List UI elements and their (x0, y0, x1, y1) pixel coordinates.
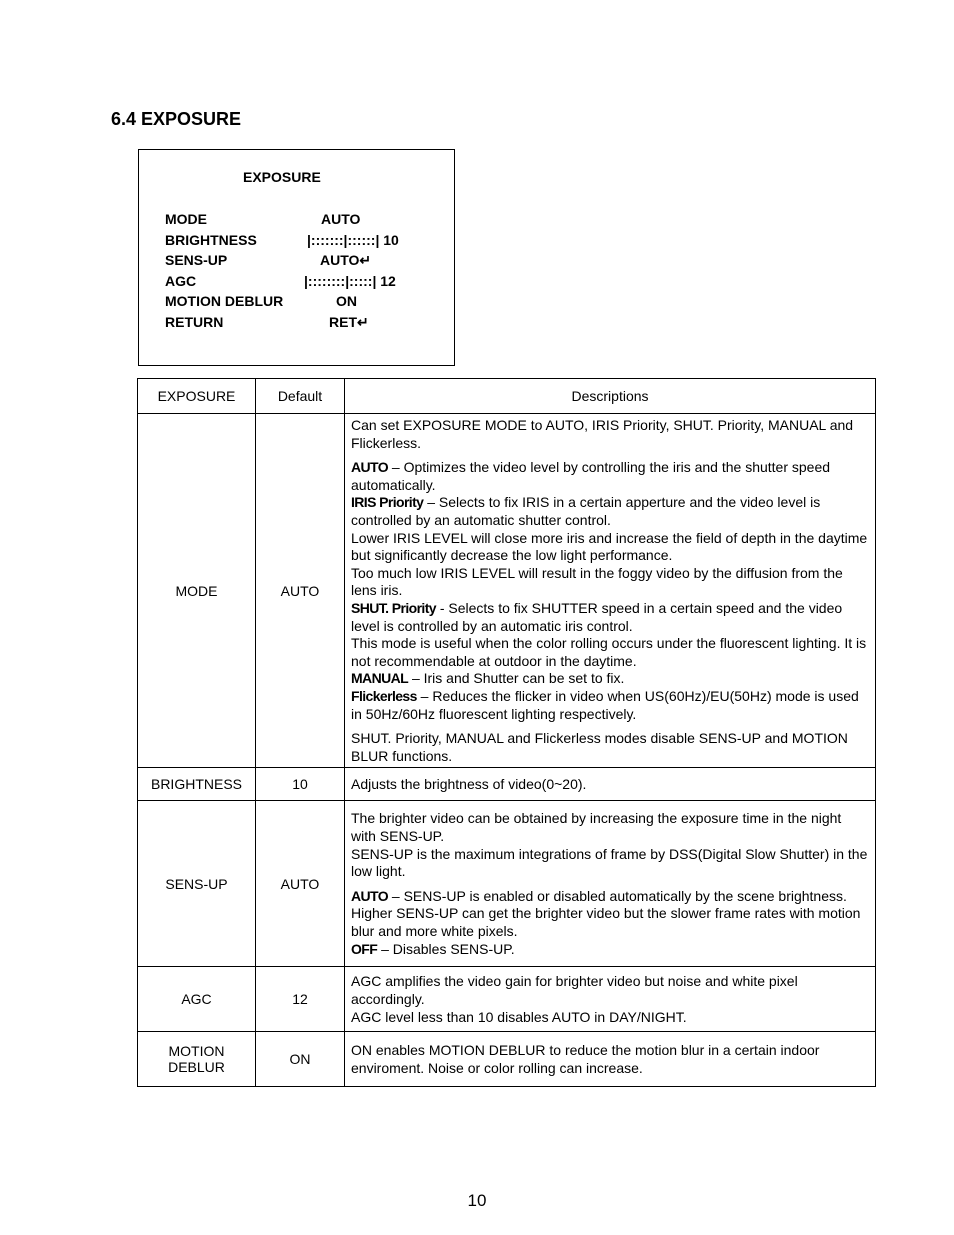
agc-name: AGC (138, 967, 256, 1032)
agc-default: 12 (256, 967, 345, 1032)
sensup-default: AUTO (256, 801, 345, 967)
osd-value-sensup: AUTO↵ (320, 252, 372, 268)
table-row-brightness (138, 768, 876, 801)
sensup-off (351, 941, 869, 959)
deblur-default: ON (256, 1032, 345, 1087)
osd-label-motion-deblur: MOTION DEBLUR (165, 293, 284, 309)
osd-menu-title: EXPOSURE (243, 169, 321, 185)
exposure-table (137, 378, 876, 1087)
mode-iris-text: – Selects to fix IRIS in a certain apperture and the video level is controlled by an automatic shutter control. (351, 494, 821, 528)
sensup-desc-1: The brighter video can be obtained by increasing the exposure time in the night with SENS-UP. (351, 810, 842, 844)
header-default: Default (256, 379, 345, 414)
sensup-off-text: – Disables SENS-UP. (377, 940, 515, 957)
sensup-name: SENS-UP (138, 801, 256, 967)
table-header-row (138, 379, 876, 414)
deblur-name (138, 1032, 256, 1087)
osd-label-mode: MODE (165, 211, 207, 227)
sensup-description (345, 801, 876, 967)
mode-default: AUTO (256, 414, 345, 768)
osd-value-return: RET↵ (329, 314, 369, 330)
mode-name: MODE (138, 414, 256, 768)
sensup-auto-keyword: AUTO (351, 887, 389, 904)
brightness-name: BRIGHTNESS (138, 768, 256, 801)
mode-iris (351, 494, 869, 529)
mode-shut-text: - Selects to fix SHUTTER speed in a certain speed and the video level is controlled by an automatic iris control. (351, 599, 843, 634)
mode-iris-note-1: Lower IRIS LEVEL will close more iris and increase the field of depth in the daytime but significantly decrease the low light performance. (351, 529, 868, 564)
mode-flickerless-text: – Reduces the flicker in video when US(60Hz)/EU(50Hz) mode is used in 50Hz/60Hz fluorescent lighting respectively. (351, 687, 859, 722)
mode-shut-keyword: SHUT. Priority (351, 599, 436, 616)
mode-manual-keyword: MANUAL (351, 670, 409, 687)
mode-shut (351, 600, 869, 635)
mode-auto-keyword: AUTO (351, 459, 389, 476)
table-row-mode (138, 414, 876, 768)
sensup-auto (351, 888, 869, 941)
mode-iris-note-2: Too much low IRIS LEVEL will result in the foggy video by the diffusion from the lens iris. (351, 564, 843, 599)
table-row-agc (138, 967, 876, 1032)
osd-label-sensup: SENS-UP (165, 252, 228, 268)
mode-iris-keyword: IRIS Priority (351, 494, 424, 511)
deblur-description: ON enables MOTION DEBLUR to reduce the motion blur in a certain indoor enviroment. Noise or color rolling can increase. (345, 1032, 876, 1087)
agc-desc-2: AGC level less than 10 disables AUTO in DAY/NIGHT. (351, 1008, 687, 1025)
table-row-sensup (138, 801, 876, 967)
osd-label-agc: AGC (165, 273, 197, 289)
deblur-name-line-2: DEBLUR (168, 1059, 225, 1076)
header-descriptions: Descriptions (345, 379, 876, 414)
page-number: 10 (467, 1191, 487, 1210)
mode-auto (351, 459, 869, 494)
section-title: 6.4 EXPOSURE (111, 109, 242, 129)
sensup-off-keyword: OFF (351, 940, 378, 957)
osd-value-brightness: |:::::::|::::::| 10 (307, 232, 399, 248)
sensup-auto-text: – SENS-UP is enabled or disabled automatically by the scene brightness. Higher SENS-UP can get the brighter video but the slower frame rates with motion blur and more white pixels. (351, 887, 861, 939)
osd-value-motion-deblur: ON (336, 293, 357, 309)
osd-value-mode: AUTO (321, 211, 361, 227)
mode-intro: Can set EXPOSURE MODE to AUTO, IRIS Priority, SHUT. Priority, MANUAL and Flickerless. (351, 417, 854, 451)
osd-value-agc: |::::::::|:::::| 12 (304, 273, 396, 289)
agc-desc-1: AGC amplifies the video gain for brighter video but noise and white pixel accordingly. (351, 973, 798, 1007)
mode-shut-note: This mode is useful when the color rolling occurs under the fluorescent lighting. It is not recommendable at outdoor in the daytime. (351, 635, 867, 669)
sensup-desc-2: SENS-UP is the maximum integrations of frame by DSS(Digital Slow Shutter) in the low light. (351, 845, 868, 880)
header-exposure: EXPOSURE (138, 379, 256, 414)
mode-manual-text: – Iris and Shutter can be set to fix. (408, 670, 625, 687)
mode-manual (351, 670, 869, 688)
deblur-name-line-1: MOTION (168, 1043, 225, 1060)
table-row-motion-deblur (138, 1032, 876, 1087)
mode-flickerless-keyword: Flickerless (351, 687, 417, 704)
osd-label-brightness: BRIGHTNESS (165, 232, 257, 248)
agc-description (345, 967, 876, 1032)
mode-flickerless (351, 688, 869, 723)
brightness-default: 10 (256, 768, 345, 801)
mode-auto-text: – Optimizes the video level by controlling the iris and the shutter speed automatically. (351, 459, 831, 493)
brightness-description: Adjusts the brightness of video(0~20). (345, 768, 876, 801)
mode-description (345, 414, 876, 768)
osd-label-return: RETURN (165, 314, 224, 330)
mode-footer: SHUT. Priority, MANUAL and Flickerless modes disable SENS-UP and MOTION BLUR functions. (351, 730, 848, 764)
